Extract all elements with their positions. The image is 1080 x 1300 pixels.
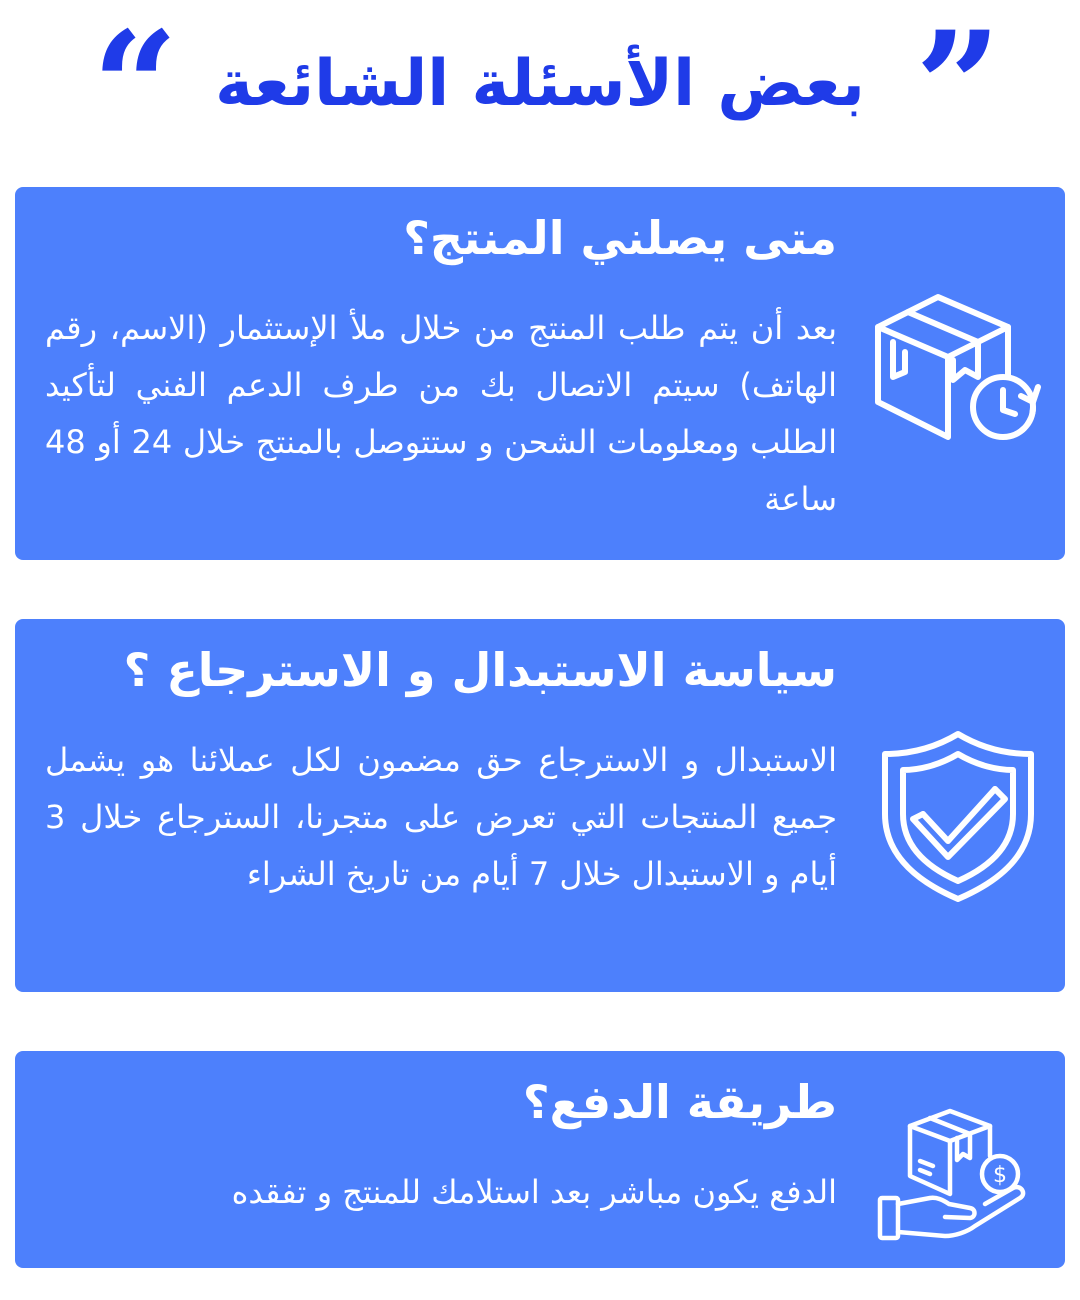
faq-question: طريقة الدفع؟ (522, 1075, 837, 1129)
box-clock-icon (863, 282, 1053, 472)
faq-answer: الاستبدال و الاسترجاع حق مضمون لكل عملائنا هو يشمل جميع المنتجات التي تعرض على متجرنا، السترجاع خلال 3 أيام و الاستبدال خلال 7 أيام من تاريخ الشراء (45, 741, 837, 893)
hand-box-dollar-icon (875, 1086, 1035, 1246)
faq-card-returns (15, 619, 1065, 992)
page-title: بعض الأسئلة الشائعة (215, 47, 865, 121)
faq-answer: الدفع يكون مباشر بعد استلامك للمنتج و تفقده (231, 1173, 837, 1211)
faq-card-delivery (15, 187, 1065, 560)
faq-question: سياسة الاستبدال و الاسترجاع ؟ (123, 643, 837, 697)
faq-card-payment (15, 1051, 1065, 1268)
faq-question: متى يصلني المنتج؟ (403, 211, 837, 265)
closing-quote-mark: “ (92, 0, 179, 175)
svg-text:$: $ (993, 1163, 1007, 1188)
page-header (0, 0, 1080, 175)
faq-answer: بعد أن يتم طلب المنتج من خلال ملأ الإستثمار (الاسم، رقم الهاتف) سيتم الاتصال بك من طرف الدعم الفني لتأكيد الطلب ومعلومات الشحن و ستتوصل بالمنتج خلال 24 أو 48 ساعة (45, 309, 838, 518)
shield-check-icon (863, 719, 1053, 909)
opening-quote-mark: ” (915, 0, 1002, 175)
